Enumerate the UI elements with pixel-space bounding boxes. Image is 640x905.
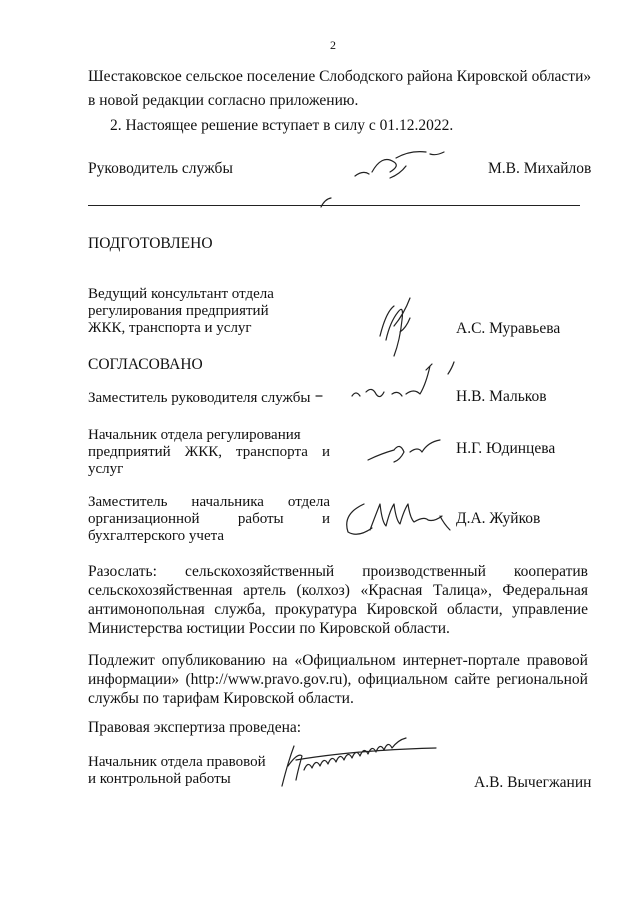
agreed-signer-1-role — [88, 390, 348, 407]
prepared-role-line: регулирования предприятий — [88, 303, 269, 319]
rule-tick-mark — [318, 196, 338, 210]
prepared-role-line: ЖКК, транспорта и услуг — [88, 320, 252, 336]
agreed-signer-role-line: Начальник отдела регулирования — [88, 427, 301, 443]
agreed-signer-1-name: Н.В. Мальков — [456, 388, 547, 405]
publication-line: службы по тарифам Кировской области. — [88, 690, 354, 707]
agreed-heading: СОГЛАСОВАНО — [88, 356, 203, 373]
agreed-signer-3-role — [88, 494, 330, 545]
agreed-signer-2-name: Н.Г. Юдинцева — [456, 440, 556, 457]
agreed-signer-3-name: Д.А. Жуйков — [456, 510, 541, 527]
intro-line-2: в новой редакции согласно приложению. — [88, 92, 359, 109]
publication-line: информации» (http://www.pravo.gov.ru), официальном сайте региональной — [88, 671, 588, 688]
agreed-signer-role-line: организационной работы и — [88, 511, 330, 527]
prepared-role-line: Ведущий консультант отдела — [88, 286, 274, 302]
legal-review-name: А.В. Вычегжанин — [474, 774, 592, 791]
agreed-signer-1-signature-mark — [314, 356, 454, 412]
agreed-signer-2-signature-mark — [364, 434, 454, 468]
prepared-signature-mark — [372, 296, 422, 358]
distribution-line: антимонопольная служба, прокуратура Кировской области, управление — [88, 601, 588, 618]
legal-review-role-line: и контрольной работы — [88, 771, 231, 787]
head-name: М.В. Михайлов — [488, 160, 592, 177]
intro-line-1: Шестаковское сельское поселение Слободского района Кировской области» — [88, 68, 592, 85]
distribution-paragraph — [88, 562, 588, 638]
prepared-heading: ПОДГОТОВЛЕНО — [88, 235, 213, 252]
distribution-line: Разослать: сельскохозяйственный производственный кооператив — [88, 563, 588, 580]
agreed-signer-role-line: бухгалтерского учета — [88, 528, 225, 544]
publication-paragraph — [88, 651, 588, 708]
head-signature-mark — [350, 148, 470, 188]
agreed-signer-role-line: услуг — [88, 461, 124, 477]
intro-item-2: 2. Настоящее решение вступает в силу с 01.12.2022. — [110, 117, 454, 134]
agreed-signer-role-line: Заместитель руководителя службы — [88, 390, 311, 406]
distribution-line: Министерства юстиции России по Кировской области. — [88, 620, 450, 637]
agreed-signer-role-line: предприятий ЖКК, транспорта и — [88, 444, 330, 460]
prepared-role — [88, 286, 328, 337]
agreed-signer-role-line: Заместитель начальника отдела — [88, 494, 330, 510]
head-role: Руководитель службы — [88, 160, 233, 177]
distribution-line: сельскохозяйственная артель (колхоз) «Красная Талица», Федеральная — [88, 582, 588, 599]
agreed-signer-2-role — [88, 427, 330, 478]
prepared-name: А.С. Муравьева — [456, 320, 561, 337]
legal-review-heading: Правовая экспертиза проведена: — [88, 719, 302, 736]
legal-review-signature-mark — [276, 742, 446, 792]
page-number: 2 — [330, 38, 336, 52]
publication-line: Подлежит опубликованию на «Официальном интернет-портале правовой — [88, 652, 588, 669]
agreed-signer-3-signature-mark — [340, 496, 460, 540]
legal-review-role-line: Начальник отдела правовой — [88, 754, 266, 770]
